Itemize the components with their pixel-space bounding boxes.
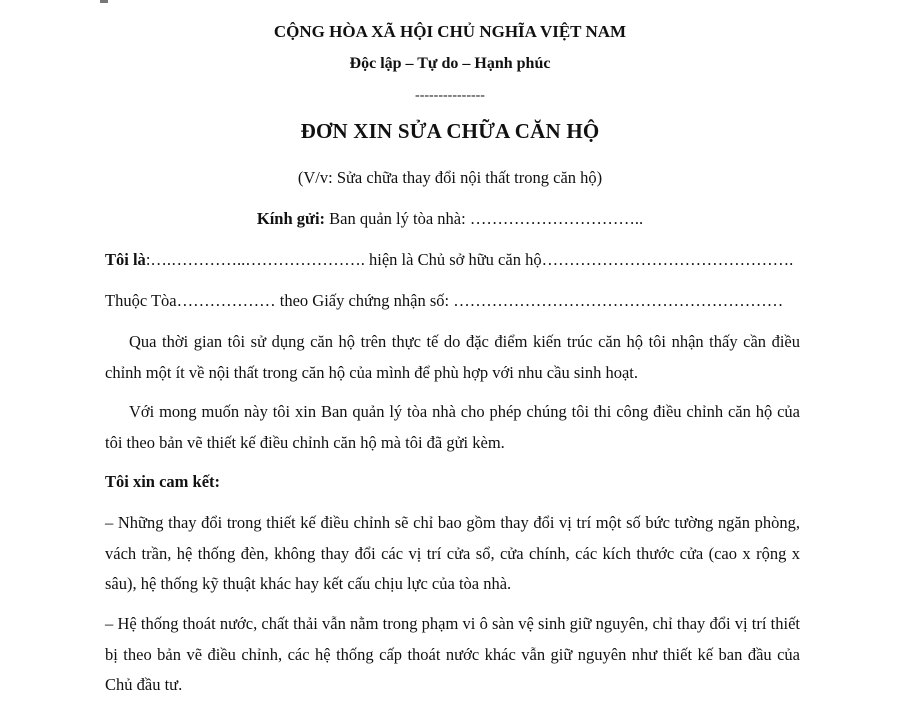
applicant-line <box>105 250 805 270</box>
national-title: CỘNG HÒA XÃ HỘI CHỦ NGHĨA VIỆT NAM <box>273 22 627 41</box>
commitment-heading: Tôi xin cam kết: <box>105 472 221 491</box>
recipient-label: Kính gửi: <box>256 209 326 228</box>
recipient-field: Ban quản lý tòa nhà: ………………………….. <box>325 209 644 228</box>
applicant-field: :….…………..…………………. hiện là Chủ sở hữu căn hộ………………………………………. <box>145 250 794 269</box>
document-title: ĐƠN XIN SỬA CHỮA CĂN HỘ <box>300 119 600 143</box>
page-corner-mark <box>100 0 108 3</box>
paragraph-reason-text: Qua thời gian tôi sử dụng căn hộ trên thực tế do đặc điểm kiến trúc căn hộ tôi nhận thấy cần điều chỉnh một ít về nội thất trong căn hộ của mình để phù hợp với nhu cầu sinh hoạt. <box>105 332 800 382</box>
building-line: Thuộc Tòa……………… theo Giấy chứng nhận số: …………………………………………………… <box>105 291 784 310</box>
document-subject: (V/v: Sửa chữa thay đổi nội thất trong căn hộ) <box>297 168 603 187</box>
commitment-item-text: – Những thay đổi trong thiết kế điều chỉnh sẽ chỉ bao gồm thay đổi vị trí một số bức tường ngăn phòng, vách trần, hệ thống đèn, không thay đổi các vị trí cửa sổ, cửa chính, các kích thước cửa (cao x rộng x sâu), hệ thống kỹ thuật khác hay kết cấu chịu lực của tòa nhà. <box>105 513 800 593</box>
applicant-label: Tôi là <box>105 250 146 269</box>
national-motto: Độc lập – Tự do – Hạnh phúc <box>349 55 551 72</box>
paragraph-request <box>105 397 800 458</box>
header-divider: --------------- <box>415 88 485 103</box>
commitment-item-1 <box>105 508 800 600</box>
commitment-item-2 <box>105 609 800 701</box>
commitment-item-text: – Hệ thống thoát nước, chất thải vẫn nằm trong phạm vi ô sàn vệ sinh giữ nguyên, chỉ thay đổi vị trí thiết bị theo bản vẽ điều chỉnh, các hệ thống cấp thoát nước khác vẫn giữ nguyên như thiết kế ban đầu của Chủ đầu tư. <box>105 614 800 694</box>
recipient-line <box>0 209 900 229</box>
paragraph-reason <box>105 327 800 388</box>
paragraph-request-text: Với mong muốn này tôi xin Ban quản lý tòa nhà cho phép chúng tôi thi công điều chỉnh căn hộ của tôi theo bản vẽ thiết kế điều chỉnh căn hộ mà tôi đã gửi kèm. <box>105 402 800 452</box>
